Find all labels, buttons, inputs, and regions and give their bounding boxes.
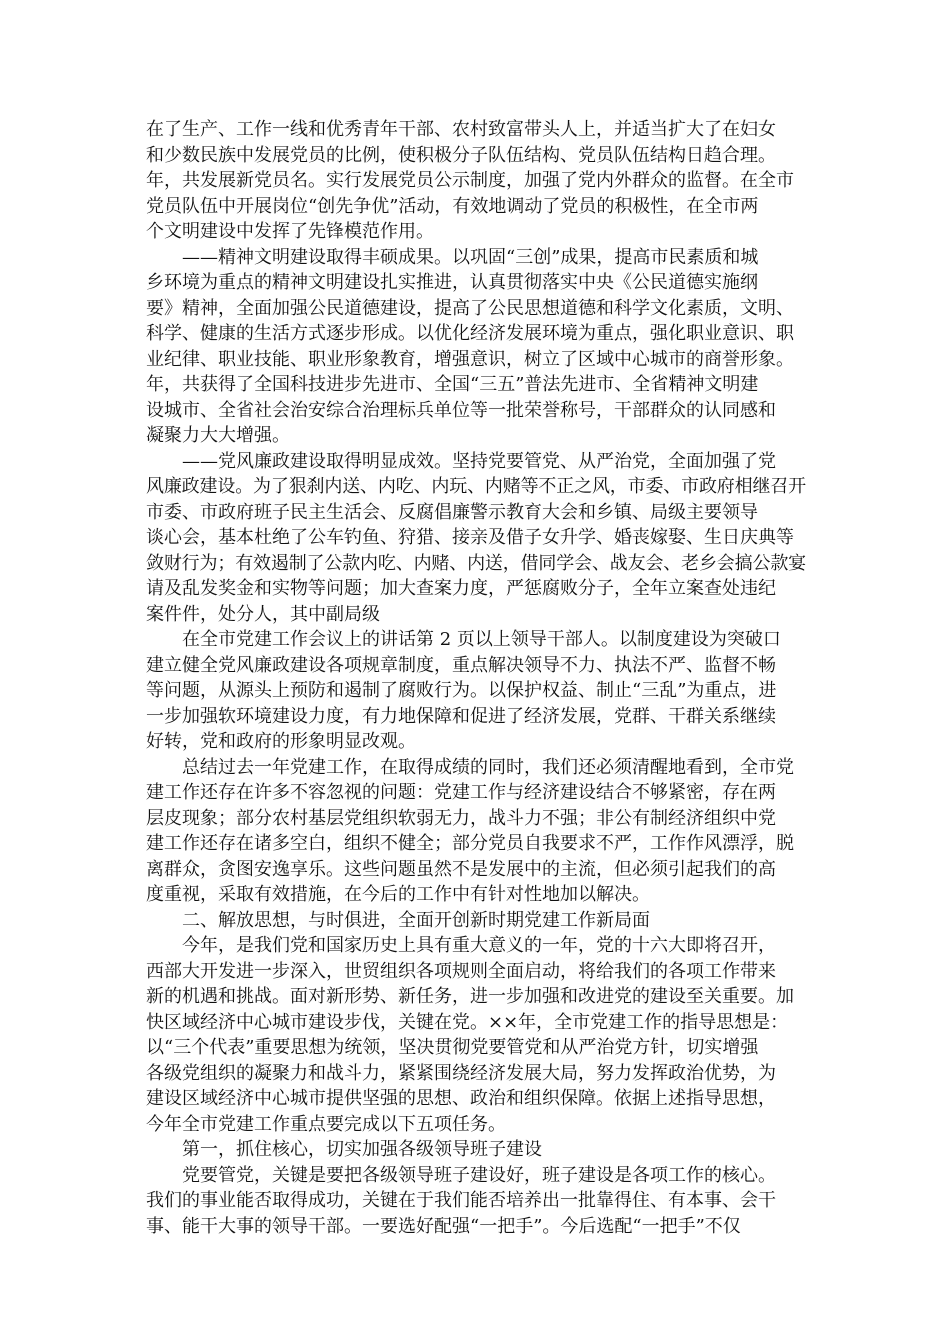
text-line: 今年，是我们党和国家历史上具有重大意义的一年，党的十六大即将召开， [182, 935, 776, 956]
text-line: 年，共发展新党员名。实行发展党员公示制度，加强了党内外群众的监督。在全市 [146, 170, 794, 191]
text-line: 等问题，从源头上预防和遏制了腐败行为。以保护权益、制止“三乱”为重点，进 [146, 680, 777, 701]
text-line: 党员队伍中开展岗位“创先争优”活动，有效地调动了党员的积极性，在全市两 [146, 195, 759, 217]
text-line: 二、解放思想，与时俱进，全面开创新时期党建工作新局面 [182, 909, 650, 931]
text-line: ——精神文明建设取得丰硕成果。以巩固“三创”成果，提高市民素质和城 [182, 246, 759, 268]
text-line: 谈心会，基本杜绝了公车钓鱼、狩猎、接亲及借子女升学、婚丧嫁娶、生日庆典等 [146, 527, 794, 548]
text-line: 建工作还存在许多不容忽视的问题：党建工作与经济建设结合不够紧密，存在两 [146, 782, 776, 803]
text-line: 各级党组织的凝聚力和战斗力，紧紧围绕经济发展大局，努力发挥政治优势，为 [146, 1062, 776, 1084]
text-line: 在了生产、工作一线和优秀青年干部、农村致富带头人上，并适当扩大了在妇女 [146, 119, 776, 140]
text-line: 市委、市政府班子民主生活会、反腐倡廉警示教育大会和乡镇、局级主要领导 [146, 501, 758, 523]
text-line: 党要管党，关键是要把各级领导班子建设好，班子建设是各项工作的核心。 [182, 1164, 776, 1186]
text-line: 事、能干大事的领导干部。一要选好配强“一把手”。今后选配“一把手”不仅 [146, 1215, 741, 1237]
text-line: 乡环境为重点的精神文明建设扎实推进，认真贯彻落实中央《公民道德实施纲 [146, 272, 758, 293]
text-line: 建立健全党风廉政建设各项规章制度，重点解决领导不力、执法不严、监督不畅 [146, 654, 776, 676]
text-line: 以“三个代表”重要思想为统领，坚决贯彻党要管党和从严治党方针，切实增强 [146, 1037, 759, 1058]
text-line: 西部大开发进一步深入，世贸组织各项规则全面启动，将给我们的各项工作带来 [146, 960, 776, 982]
text-line: 凝聚力大大增强。 [146, 425, 290, 446]
text-line: 风廉政建设。为了狠刹内送、内吃、内玩、内赌等不正之风，市委、市政府相继召开 [146, 476, 806, 497]
text-line: 请及乱发奖金和实物等问题；加大查案力度，严惩腐败分子，全年立案查处违纪 [146, 578, 776, 599]
text-line: 年，共获得了全国科技进步先进市、全国“三五”普法先进市、全省精神文明建 [146, 374, 759, 395]
text-line: 今年全市党建工作重点要完成以下五项任务。 [146, 1113, 506, 1135]
text-line: 个文明建设中发挥了先锋模范作用。 [146, 221, 434, 242]
text-line: ——党风廉政建设取得明显成效。坚持党要管党、从严治党，全面加强了党 [182, 450, 776, 472]
text-line: 科学、健康的生活方式逐步形成。以优化经济发展环境为重点，强化职业意识、职 [146, 323, 794, 344]
text-line: 建工作还存在诸多空白，组织不健全；部分党员自我要求不严，工作作风漂浮，脱 [146, 833, 794, 854]
text-line: 建设区域经济中心城市提供坚强的思想、政治和组织保障。依据上述指导思想， [146, 1088, 776, 1109]
text-line: 设城市、全省社会治安综合治理标兵单位等一批荣誉称号，干部群众的认同感和 [146, 399, 776, 421]
text-line: 要》精神，全面加强公民道德建设，提高了公民思想道德和科学文化素质，文明、 [146, 297, 794, 319]
text-line: 在全市党建工作会议上的讲话第 2 页以上领导干部人。以制度建设为突破口 [182, 629, 781, 650]
document-body [146, 117, 806, 1239]
text-line: 敛财行为；有效遏制了公款内吃、内赌、内送，借同学会、战友会、老乡会搞公款宴 [146, 552, 806, 574]
text-line: 第一，抓住核心，切实加强各级领导班子建设 [182, 1139, 542, 1160]
text-line: 我们的事业能否取得成功，关键在于我们能否培养出一批靠得住、有本事、会干 [146, 1190, 776, 1211]
text-line: 一步加强软环境建设力度，有力地保障和促进了经济发展，党群、干群关系继续 [146, 705, 776, 727]
text-line: 层皮现象；部分农村基层党组织软弱无力，战斗力不强；非公有制经济组织中党 [146, 807, 776, 829]
text-line: 好转，党和政府的形象明显改观。 [146, 731, 416, 752]
text-line: 案件件，处分人，其中副局级 [146, 603, 380, 625]
text-line: 离群众，贪图安逸享乐。这些问题虽然不是发展中的主流，但必须引起我们的高 [146, 858, 776, 880]
text-line: 总结过去一年党建工作，在取得成绩的同时，我们还必须清醒地看到，全市党 [182, 756, 794, 778]
text-line: 和少数民族中发展党员的比例，使积极分子队伍结构、党员队伍结构日趋合理。 [146, 144, 776, 166]
text-line: 快区域经济中心城市建设步伐，关键在党。××年，全市党建工作的指导思想是： [146, 1011, 789, 1033]
text-line: 新的机遇和挑战。面对新形势、新任务，进一步加强和改进党的建设至关重要。加 [146, 986, 794, 1007]
text-line: 度重视，采取有效措施，在今后的工作中有针对性地加以解决。 [146, 884, 650, 905]
text-line: 业纪律、职业技能、职业形象教育，增强意识，树立了区域中心城市的商誉形象。 [146, 348, 794, 370]
